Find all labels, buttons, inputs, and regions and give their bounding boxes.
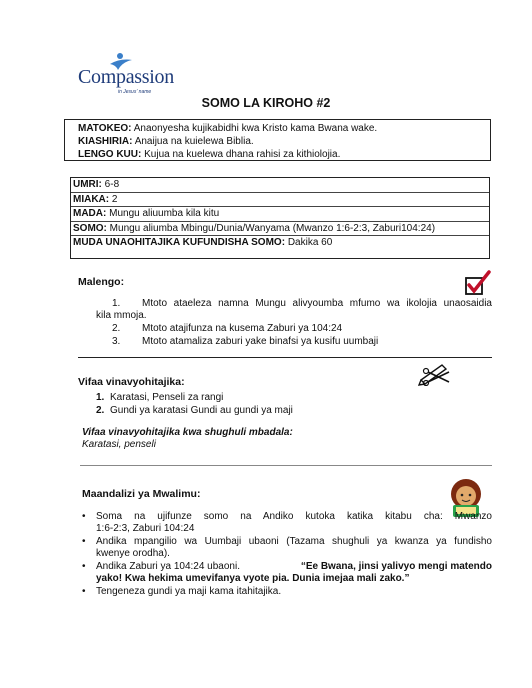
muda-label: MUDA UNAOHITAJIKA KUFUNDISHA SOMO: xyxy=(73,237,286,249)
maandalizi-item-1-line2: 1:6-2:3, Zaburi 104:24 xyxy=(96,523,195,534)
malengo-item-2-text: Mtoto atajifunza na kusema Zaburi ya 104:24 xyxy=(142,323,343,334)
kiashiria-value: Anaijua na kuielewa Biblia. xyxy=(134,136,254,147)
malengo-item-1-line2: kila mmoja. xyxy=(96,310,147,321)
muda-row xyxy=(71,236,489,250)
umri-label: UMRI: xyxy=(73,179,102,190)
bullet-dot-icon: • xyxy=(82,511,86,522)
malengo-heading: Malengo: xyxy=(78,276,125,288)
outcomes-box xyxy=(64,119,491,161)
divider xyxy=(78,357,492,358)
somo-row xyxy=(71,222,489,237)
lesson-info-table xyxy=(70,177,490,259)
miaka-row xyxy=(71,193,489,208)
lengo-row xyxy=(78,148,490,161)
mada-value: Mungu aliuumba kila kitu xyxy=(109,208,220,220)
vifaa-heading: Vifaa vinavyohitajika: xyxy=(78,376,185,388)
maandalizi-item-2-line1: Andika mpangilio wa Uumbaji ubaoni (Tazama shughuli ya kwanza ya fundisho xyxy=(96,536,492,547)
bullet-dot-icon: • xyxy=(82,561,86,572)
maandalizi-item-3-pre: Andika Zaburi ya 104:24 ubaoni. xyxy=(96,561,240,572)
kiashiria-label: KIASHIRIA: xyxy=(78,136,133,147)
somo-value: Mungu aliumba Mbingu/Dunia/Wanyama (Mwanzo 1:6-2:3, Zaburi104:24) xyxy=(109,222,436,234)
logo-tagline: in Jesus' name xyxy=(118,89,152,95)
vifaa-alt-heading: Vifaa vinavyohitajika kwa shughuli mbadala: xyxy=(82,427,293,438)
lengo-value: Kujua na kuelewa dhana rahisi za kithiolojia. xyxy=(144,149,341,160)
bullet-dot-icon: • xyxy=(82,586,86,597)
matokeo-row xyxy=(78,122,490,135)
vifaa-item-2-num: 2. xyxy=(96,405,105,416)
maandalizi-item-4: Tengeneza gundi ya maji kama itahitajika. xyxy=(96,586,282,597)
mada-label: MADA: xyxy=(73,208,107,220)
vifaa-item-2-text: Gundi ya karatasi Gundi au gundi ya maji xyxy=(110,405,293,416)
divider-light xyxy=(80,465,492,466)
matokeo-label: MATOKEO: xyxy=(78,123,132,134)
maandalizi-item-3-quote-2: yako! Kwa hekima umevifanya vyote pia. Dunia imejaa mali zako.” xyxy=(96,573,410,584)
malengo-item-3-num: 3. xyxy=(112,336,121,347)
compassion-logo xyxy=(78,52,178,94)
maandalizi-heading: Maandalizi ya Mwalimu: xyxy=(82,488,201,500)
page-title: SOMO LA KIROHO #2 xyxy=(201,96,331,110)
malengo-item-1-line1: Mtoto ataeleza namna Mungu alivyoumba mfumo wa ikolojia unaosaidia xyxy=(142,298,492,309)
maandalizi-item-1-line1: Soma na ujifunze somo na Andiko kutoka katika kitabu cha: Mwanzo xyxy=(96,511,492,522)
umri-value: 6-8 xyxy=(104,179,120,190)
kiashiria-row xyxy=(78,135,490,148)
miaka-label: MIAKA: xyxy=(73,193,110,205)
muda-value: Dakika 60 xyxy=(287,237,333,249)
lengo-label: LENGO KUU: xyxy=(78,149,142,160)
vifaa-alt-text: Karatasi, penseli xyxy=(82,439,156,450)
matokeo-value: Anaonyesha kujikabidhi kwa Kristo kama Bwana wake. xyxy=(133,123,378,134)
checkbox-check-icon xyxy=(464,270,492,296)
bullet-dot-icon: • xyxy=(82,536,86,547)
mada-row xyxy=(71,207,489,222)
malengo-item-3-text: Mtoto atamaliza zaburi yake binafsi ya kusifu uumbaji xyxy=(142,336,379,347)
maandalizi-item-3-quote-1: “Ee Bwana, jinsi yalivyo mengi matendo xyxy=(300,561,492,572)
vifaa-item-1-text: Karatasi, Penseli za rangi xyxy=(110,392,224,403)
vifaa-item-1-num: 1. xyxy=(96,392,105,403)
miaka-value: 2 xyxy=(111,193,118,205)
pencil-scissors-icon xyxy=(418,362,452,386)
malengo-item-2-num: 2. xyxy=(112,323,121,334)
maandalizi-item-2-line2: kwenye orodha). xyxy=(96,548,170,559)
somo-label: SOMO: xyxy=(73,222,107,234)
umri-row xyxy=(71,178,489,193)
malengo-item-1-num: 1. xyxy=(112,298,121,309)
logo-wordmark: Compassion xyxy=(78,66,174,88)
